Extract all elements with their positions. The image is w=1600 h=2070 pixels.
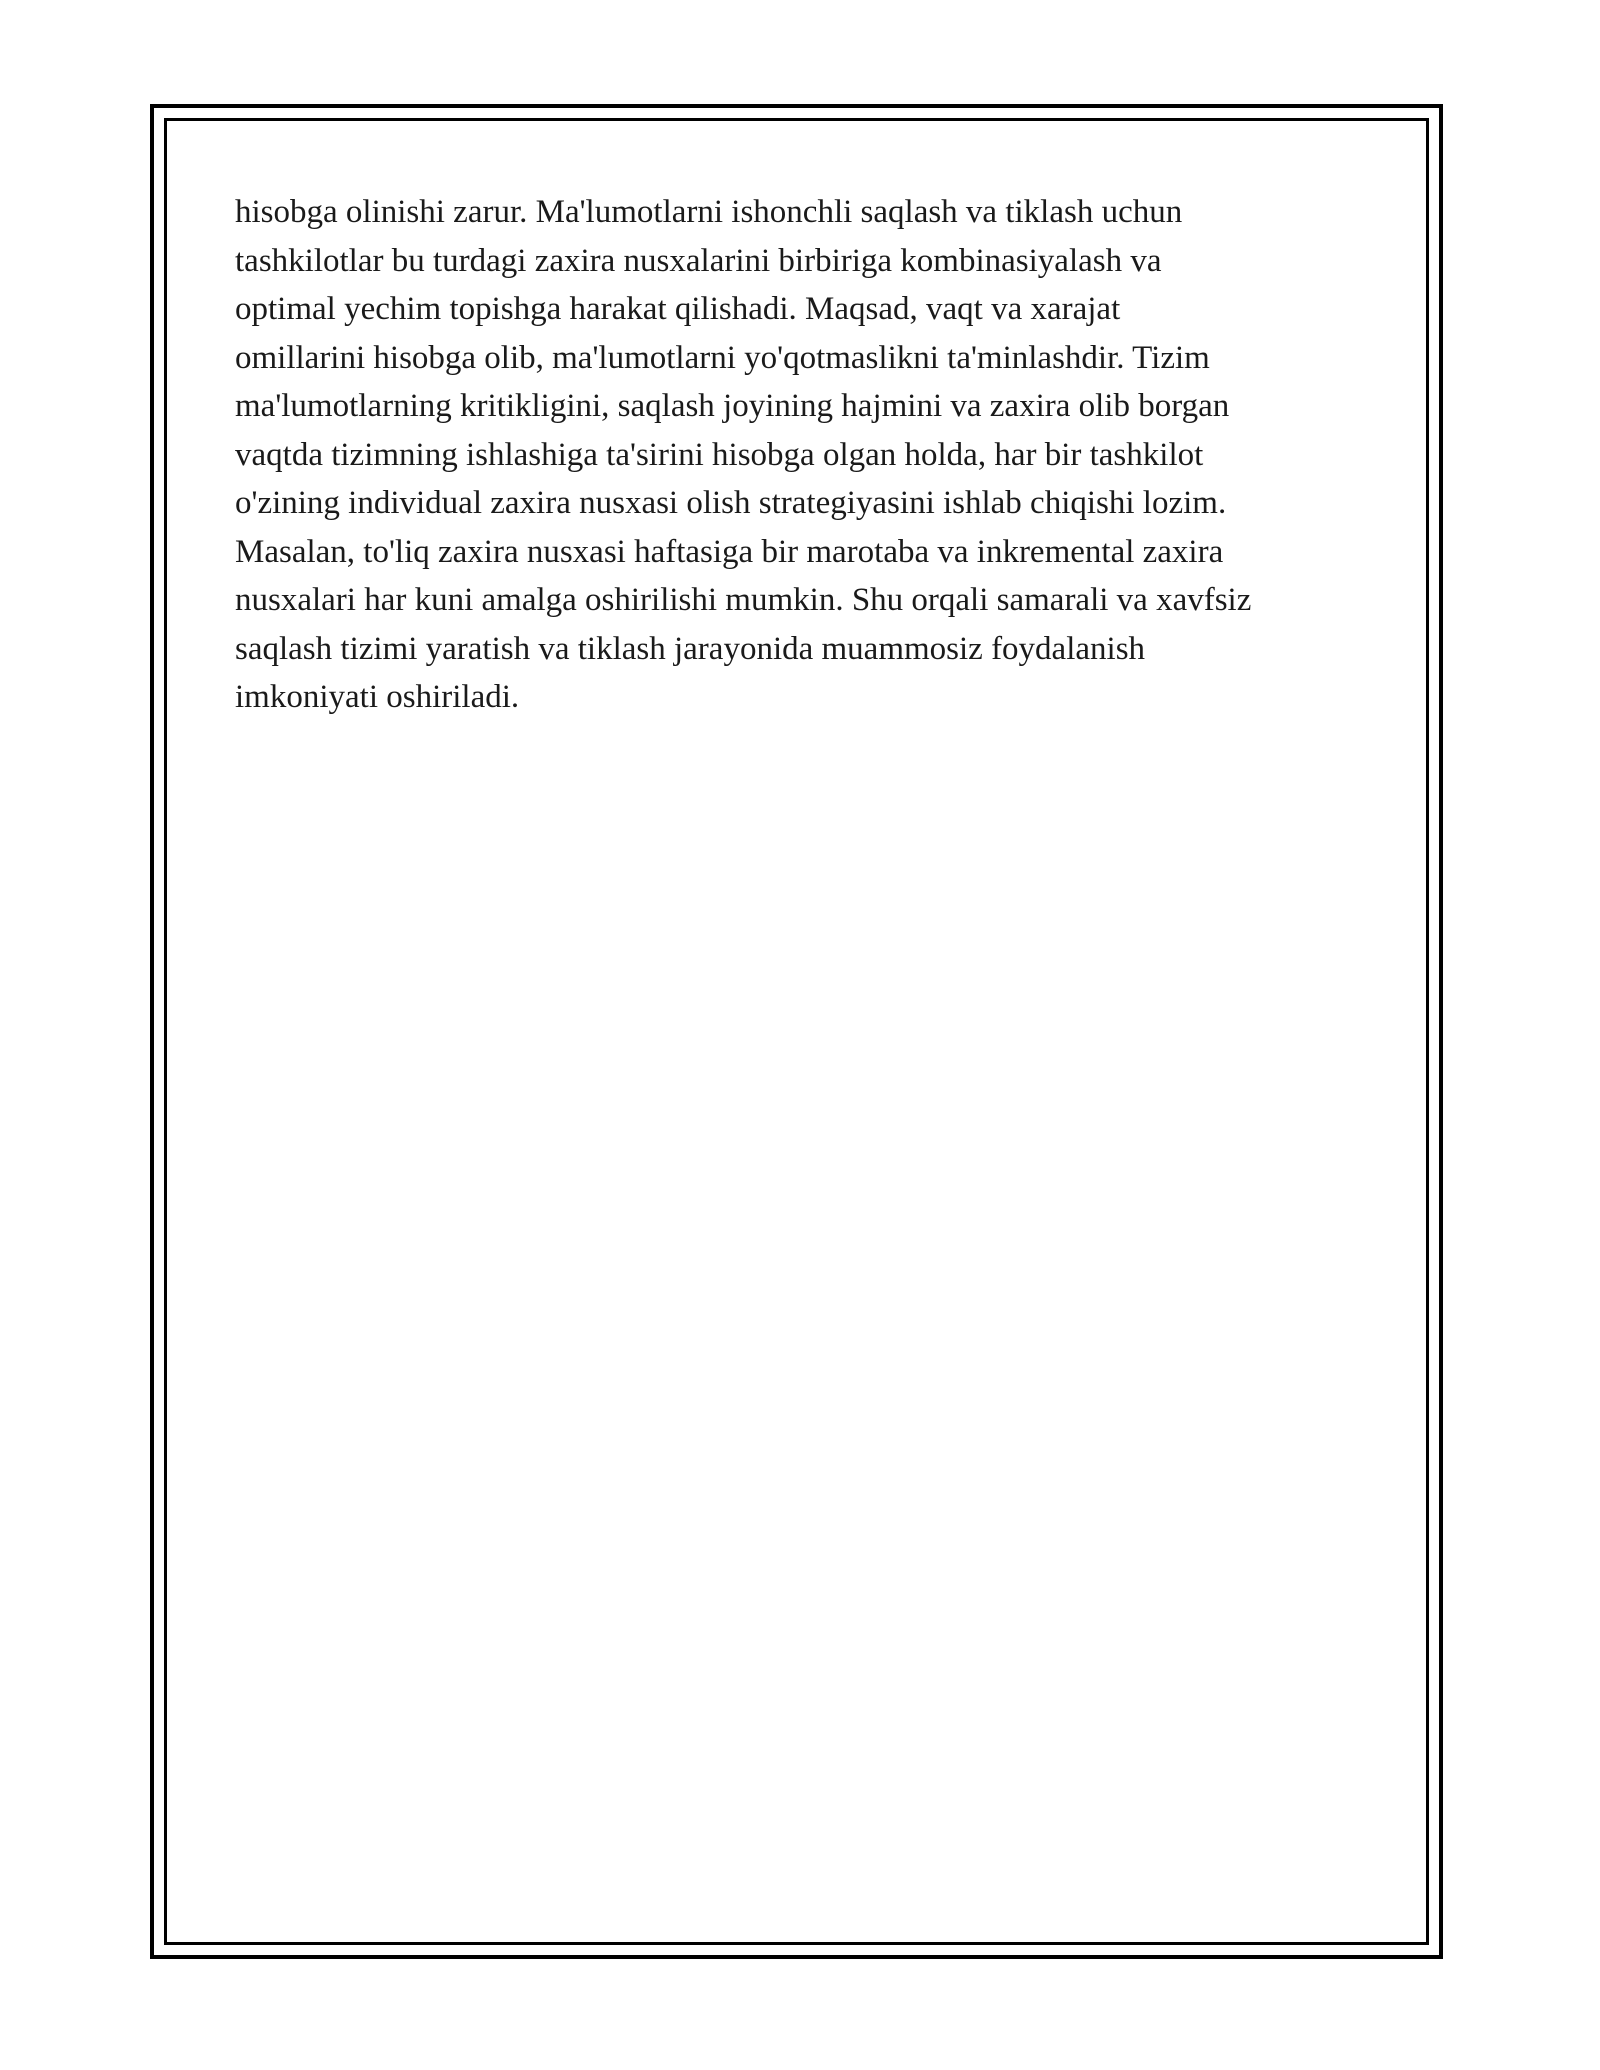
paragraph-line: o'zining individual zaxira nusxasi olish strategiyasini ishlab chiqishi lozim.: [235, 485, 1227, 521]
paragraph-line: imkoniyati oshiriladi.: [235, 679, 520, 715]
paragraph-line: Masalan, to'liq zaxira nusxasi haftasiga bir marotaba va inkremental zaxira: [235, 533, 1224, 570]
body-paragraph: [235, 188, 1385, 722]
paragraph-line: nusxalari har kuni amalga oshirilishi mumkin. Shu orqali samarali va xavfsiz: [235, 582, 1252, 618]
paragraph-line: omillarini hisobga olib, ma'lumotlarni yo'qotmaslikni ta'minlashdir. Tizim: [235, 339, 1210, 376]
paragraph-line: ma'lumotlarning kritikligini, saqlash joyining hajmini va zaxira olib borgan: [235, 388, 1230, 424]
paragraph-line: vaqtda tizimning ishlashiga ta'sirini hisobga olgan holda, har bir tashkilot: [235, 436, 1204, 473]
paragraph-line: optimal yechim topishga harakat qilishadi. Maqsad, vaqt va xarajat: [235, 291, 1121, 327]
paragraph-line: saqlash tizimi yaratish va tiklash jarayonida muammosiz foydalanish: [235, 630, 1146, 667]
paragraph-line: tashkilotlar bu turdagi zaxira nusxalarini birbiriga kombinasiyalash va: [235, 242, 1162, 279]
paragraph-line: hisobga olinishi zarur. Ma'lumotlarni ishonchli saqlash va tiklash uchun: [235, 194, 1183, 230]
